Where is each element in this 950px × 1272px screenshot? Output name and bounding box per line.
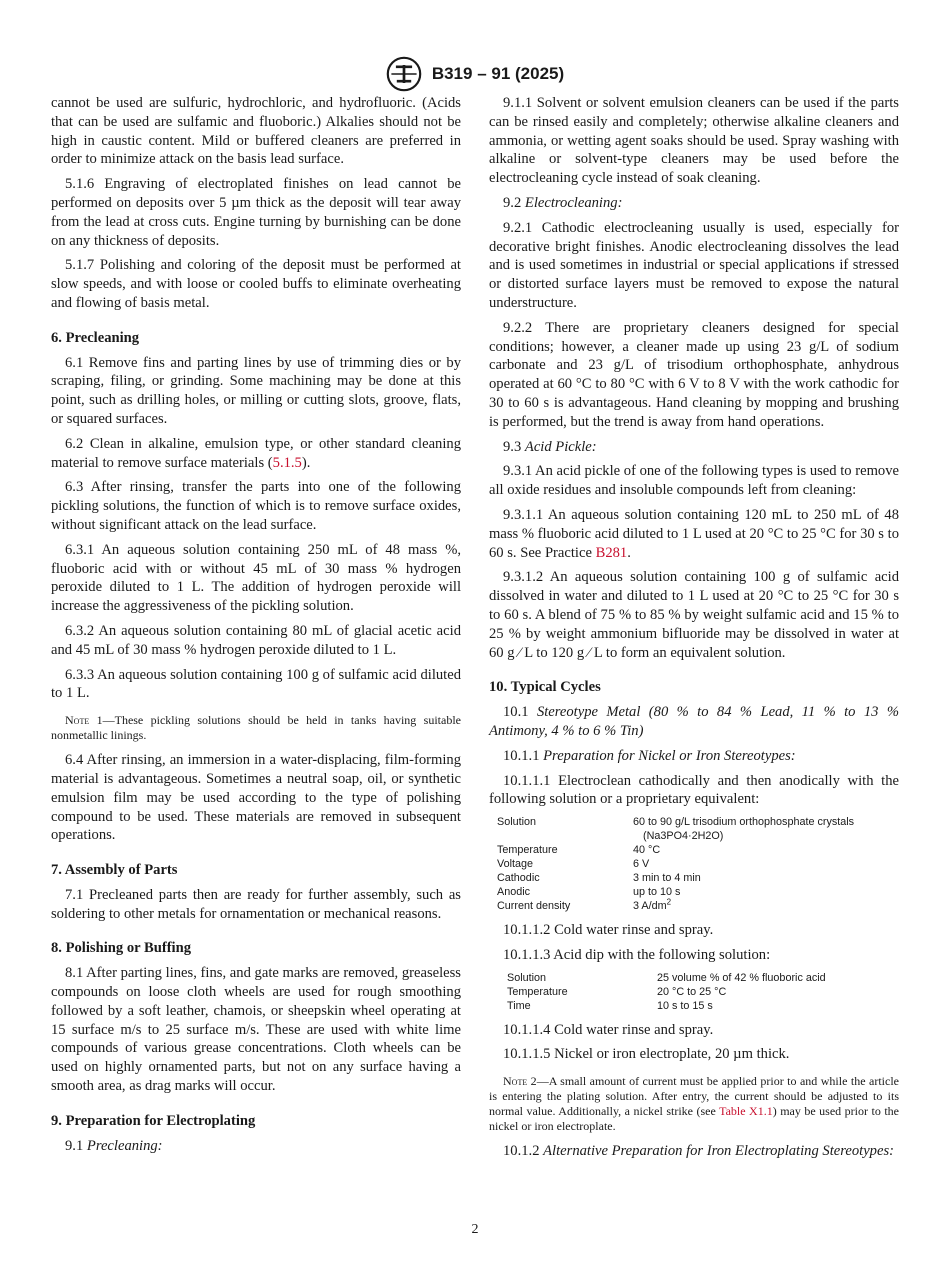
paragraph-7-1: 7.1 Precleaned parts then are ready for further assembly, such as soldering to other metals for ornamentation or mechanical reasons.	[51, 886, 461, 922]
table-row: Temperature 20 °C to 25 °C	[507, 985, 727, 998]
paragraph-10-1-1-1: 10.1.1.1 Electroclean cathodically and then anodically with the following solution or a proprietary equivalent:	[489, 772, 899, 808]
section-heading-10: 10. Typical Cycles	[489, 679, 601, 696]
table-row: Solution 25 volume % of 42 % fluoboric acid	[507, 971, 826, 984]
paragraph-5-1-7: 5.1.7 Polishing and coloring of the deposit must be performed at slow speeds, and with loose or cooled buffs to eliminate overheating and flowing of basis metal.	[51, 257, 461, 311]
astm-logo	[386, 56, 422, 92]
page-header	[0, 56, 950, 92]
paragraph-10-1: 10.1 Stereotype Metal (80 % to 84 % Lead, 11 % to 13 % Antimony, 4 % to 6 % Tin)	[489, 704, 899, 739]
paragraph-9-2: 9.2 Electrocleaning:	[503, 194, 623, 211]
paragraph-10-1-1-3: 10.1.1.3 Acid dip with the following solution:	[503, 946, 771, 963]
acid-dip-spec-table	[507, 971, 826, 1013]
table-row: Current density 3 $A/dm^2$	[497, 897, 672, 913]
electroclean-spec-table	[497, 815, 854, 913]
paragraph-9-3-1: 9.3.1 An acid pickle of one of the following types is used to remove all oxide residues and insoluble compounds left from cleaning:	[489, 463, 899, 499]
paragraph-9-1: 9.1 Precleaning:	[65, 1137, 163, 1154]
paragraph-6-3-2: 6.3.2 An aqueous solution containing 80 mL of glacial acetic acid and 45 mL of 30 mass % hydrogen peroxide diluted to 1 L.	[51, 622, 461, 658]
paragraph-10-1-1-5: 10.1.1.5 Nickel or iron electroplate, 20 µm thick.	[503, 1046, 790, 1063]
link-5-1-5[interactable]: 5.1.5	[272, 454, 302, 471]
right-column	[489, 94, 899, 1167]
paragraph-9-1-1: 9.1.1 Solvent or solvent emulsion cleaners can be used if the parts can be rinsed easily and completely; otherwise alkaline cleaners and ammonia, or wetting agent soaks should be used. Spray washing with alkaline or solvent-type cleaners may be used before the electrocleaning cycle instead of soak cleaning.	[489, 95, 899, 187]
table-row: Temperature 40 °C	[497, 844, 661, 857]
left-column	[51, 94, 461, 1161]
note-1: Note 1—These pickling solutions should be held in tanks having suitable nonmetallic linings.	[51, 713, 462, 743]
table-row: Solution 60 to 90 g/L trisodium orthophosphate crystals (Na3PO4·2H2O)	[497, 816, 855, 843]
paragraph-6-2: 6.2 Clean in alkaline, emulsion type, or other standard cleaning material to remove surface materials (5.1.5).	[51, 435, 461, 471]
link-b281[interactable]: B281	[595, 544, 628, 561]
paragraph-6-3-3: 6.3.3 An aqueous solution containing 100 g of sulfamic acid diluted to 1 L.	[51, 666, 461, 702]
section-heading-9: 9. Preparation for Electroplating	[51, 1112, 256, 1129]
paragraph-5-1-6: 5.1.6 Engraving of electroplated finishes on lead cannot be performed on deposits over 5 µm thick as the deposit will tear away from the lead at cross cuts. Engine turning by burnishing can be done on any thickness of deposits.	[51, 176, 461, 249]
paragraph-10-1-1-4: 10.1.1.4 Cold water rinse and spray.	[503, 1021, 714, 1038]
table-row: Cathodic 3 min to 4 min	[497, 872, 701, 885]
chemical-formula: (Na3PO4·2H2O)	[643, 830, 724, 843]
table-row: Time 10 s to 15 s	[507, 999, 713, 1012]
table-row: Anodic up to 10 s	[497, 886, 681, 899]
link-table-x1-1[interactable]: Table X1.1	[719, 1104, 773, 1119]
document-id: B319 – 91 (2025)	[431, 64, 565, 83]
section-heading-6: 6. Precleaning	[51, 329, 140, 346]
paragraph-6-1: 6.1 Remove fins and parting lines by use of trimming dies or by scraping, filing, or grinding. Some machining may be done at this point, such as drilling holes, or milling or cutting slots, groove, flats, or squared surfaces.	[51, 354, 461, 427]
paragraph-6-3: 6.3 After rinsing, transfer the parts into one of the following pickling solutions, the function of which is to remove surface oxides, without significant attack on the lead surface.	[51, 479, 461, 533]
paragraph: cannot be used are sulfuric, hydrochloric, and hydrofluoric. (Acids that can be used are sulfamic and fluoboric.) Alkalies should not be high in caustic content. Mild or buffered cleaners are preferred in order to minimize attack on the basis lead surface.	[51, 95, 461, 168]
paragraph-9-2-2: 9.2.2 There are proprietary cleaners designed for special conditions; however, a cleaner made up using 23 g/L of sodium carbonate and 23 g/L of trisodium orthophosphate, anhydrous operated at 60 °C to 80 °C with 6 V to 8 V with the work cathodic for 30 to 60 s is advantageous. Hand cleaning by mopping and brushing is performed, but the trend is away from hand operations.	[489, 319, 899, 430]
paragraph-9-2-1: 9.2.1 Cathodic electrocleaning usually is used, especially for decorative bright finishes. Anodic electrocleaning dissolves the lead and is used sometimes in industrial or special applications if stressed or distorted surface layers must be removed to expose the natural understructure.	[489, 219, 899, 311]
section-heading-8: 8. Polishing or Buffing	[51, 940, 192, 957]
table-row: Voltage 6 V	[497, 858, 650, 871]
section-heading-7: 7. Assembly of Parts	[51, 862, 178, 879]
paragraph-9-3-1-2: 9.3.1.2 An aqueous solution containing 100 g of sulfamic acid dissolved in water and diluted to 1 L used at 20 °C to 25 °C for 30 s to 60 s. A blend of 75 % to 85 % by weight sulfamic acid and 15 % to 25 % by weight ammonium bifluoride may be dissolved in water at 60 g ⁄ L to 120 g ⁄ L to form an equivalent solution.	[489, 569, 899, 661]
paragraph-9-3-1-1: 9.3.1.1 An aqueous solution containing 120 mL to 250 mL of 48 mass % fluoboric acid diluted to 1 L used at 20 °C to 25 °C for 30 s to 60 s. See Practice B281.	[489, 506, 899, 561]
paragraph-10-1-1: 10.1.1 Preparation for Nickel or Iron Stereotypes:	[503, 747, 796, 764]
paragraph-10-1-2: 10.1.2 Alternative Preparation for Iron Electroplating Stereotypes:	[503, 1143, 894, 1160]
note-2: Note 2—A small amount of current must be applied prior to and while the article is entering the plating solution. After entry, the current should be adjusted to its normal value. Additionally, a nickel strike (see Table X1.1) may be used prior to the nickel or iron electroplate.	[489, 1074, 899, 1134]
paragraph-9-3: 9.3 Acid Pickle:	[503, 438, 597, 455]
page-number: 2	[471, 1222, 479, 1237]
paragraph-6-3-1: 6.3.1 An aqueous solution containing 250 mL of 48 mass %, fluoboric acid with or without 45 mL of 30 mass % hydrogen peroxide diluted to 1 L. The addition of hydrogen peroxide will increase the aggressiveness of the pickling solution.	[51, 541, 461, 615]
paragraph-6-4: 6.4 After rinsing, an immersion in a water-displacing, film-forming material is advantageous. Sometimes a neutral soap, oil, or synthetic emulsion film may be used according to the type of polishing compound to be used. These materials are removed in subsequent operations.	[51, 752, 461, 844]
paragraph-8-1: 8.1 After parting lines, fins, and gate marks are removed, greaseless compounds on loose cloth wheels are used for rough smoothing followed by a soft leather, chamois, or sheepskin wheel operating at 15 surface m/s to 25 surface m/s. These are used with white lime compounds of various grease concentrations. Cloth wheels can be used on highly ornamented parts, but not on any surface having a smooth area, as drag marks will occur.	[51, 965, 461, 1095]
paragraph-10-1-1-2: 10.1.1.2 Cold water rinse and spray.	[503, 922, 714, 939]
